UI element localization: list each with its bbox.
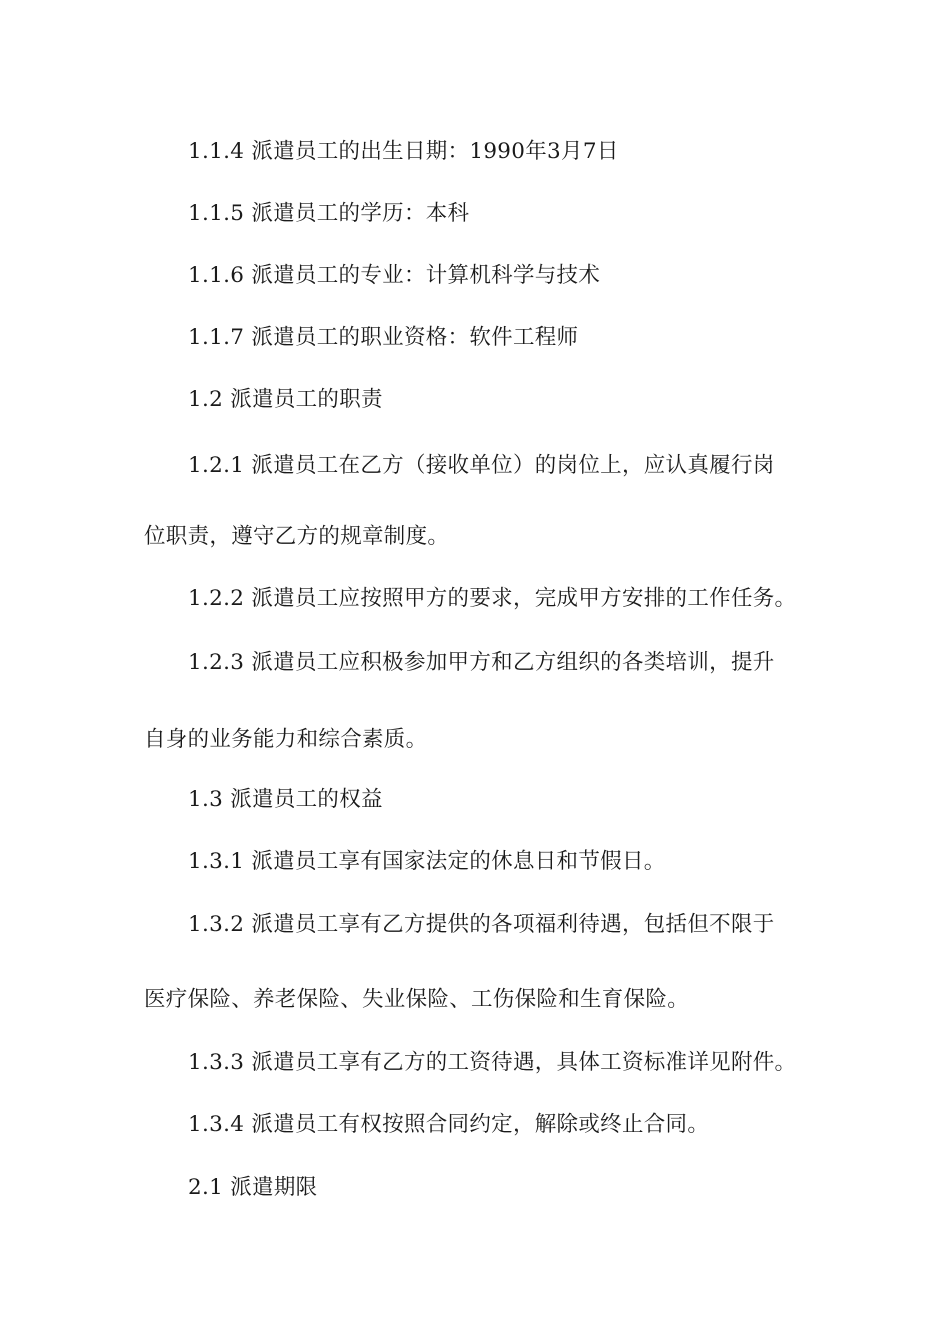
section-heading-2-1: 2.1 派遣期限 <box>188 1175 318 1200</box>
clause-1-1-4: 1.1.4 派遣员工的出生日期：1990年3月7日 <box>188 139 619 164</box>
clause-1-2-1-line-2: 位职责，遵守乙方的规章制度。 <box>144 524 450 549</box>
clause-1-3-4: 1.3.4 派遣员工有权按照合同约定，解除或终止合同。 <box>188 1112 710 1137</box>
clause-1-3-2-line-1: 1.3.2 派遣员工享有乙方提供的各项福利待遇，包括但不限于 <box>188 912 775 937</box>
clause-1-2-3-line-2: 自身的业务能力和综合素质。 <box>144 727 428 752</box>
clause-1-2-2: 1.2.2 派遣员工应按照甲方的要求，完成甲方安排的工作任务。 <box>188 586 797 611</box>
clause-1-2-3-line-1: 1.2.3 派遣员工应积极参加甲方和乙方组织的各类培训，提升 <box>188 650 775 675</box>
clause-1-1-7: 1.1.7 派遣员工的职业资格：软件工程师 <box>188 325 579 350</box>
clause-1-1-6: 1.1.6 派遣员工的专业：计算机科学与技术 <box>188 263 601 288</box>
section-heading-1-2: 1.2 派遣员工的职责 <box>188 387 383 412</box>
clause-1-3-1: 1.3.1 派遣员工享有国家法定的休息日和节假日。 <box>188 849 666 874</box>
clause-1-3-3: 1.3.3 派遣员工享有乙方的工资待遇，具体工资标准详见附件。 <box>188 1050 797 1075</box>
section-heading-1-3: 1.3 派遣员工的权益 <box>188 787 383 812</box>
clause-1-3-2-line-2: 医疗保险、养老保险、失业保险、工伤保险和生育保险。 <box>144 987 690 1012</box>
clause-1-1-5: 1.1.5 派遣员工的学历：本科 <box>188 201 470 226</box>
clause-1-2-1-line-1: 1.2.1 派遣员工在乙方（接收单位）的岗位上，应认真履行岗 <box>188 453 775 478</box>
